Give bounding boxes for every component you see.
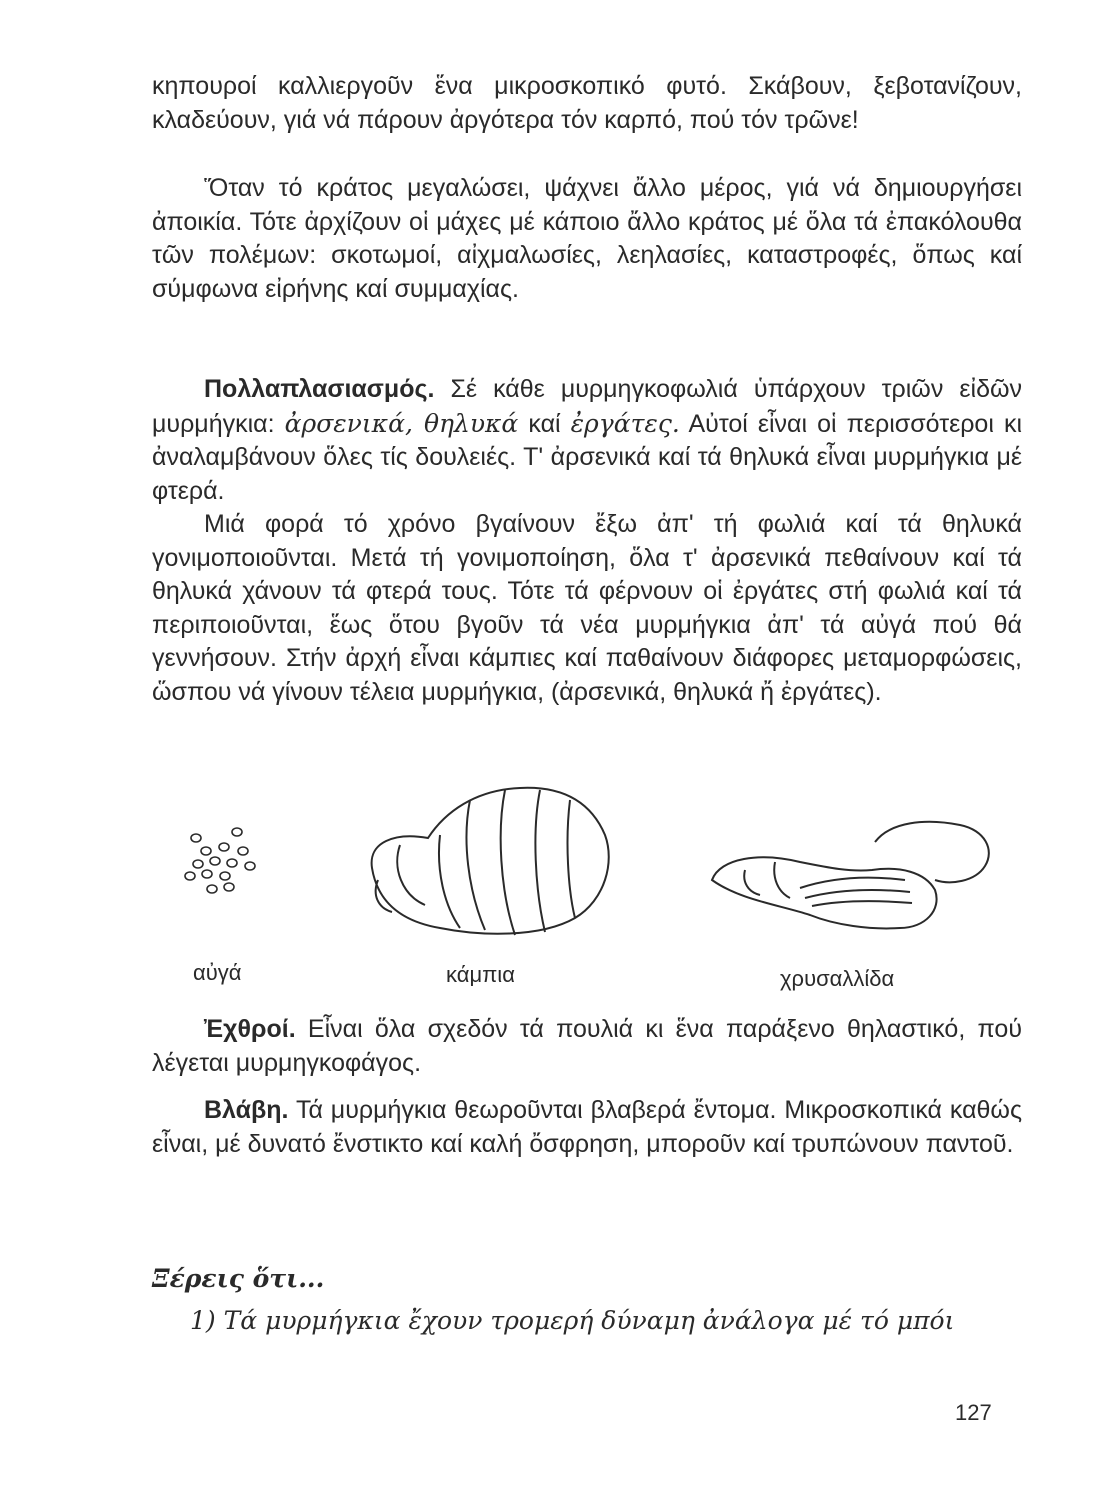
reproduction-italic-a: ἀρσενικά, θηλυκά (284, 408, 519, 438)
page-number: 127 (955, 1400, 992, 1425)
did-you-know-item-1: 1) Τά μυρμήγκια ἔχουν τρομερή δύναμη ἀνάλογα μέ τό μπόι (190, 1306, 955, 1335)
reproduction-text-b: καί (528, 409, 561, 438)
caption-pupa: χρυσαλλίδα (780, 966, 895, 991)
pupa-illustration (712, 822, 989, 929)
heading-enemies: Ἐχθροί. (204, 1015, 296, 1043)
paragraph-metamorphosis: Μιά φορά τό χρόνο βγαίνουν ἔξω ἀπ' τή φωλιά καί τά θηλυκά γονιμοποιοῦνται. Μετά τή γονιμοποίηση, ὅλα τ' ἀρσενικά πεθαίνουν καί τά θηλυκά χάνουν τά φτερά τους. Τότε τά φέρνουν οἱ ἐργάτες στή φωλιά καί τά περιποιοῦνται, ἕως ὅτου βγοῦν τά νέα μυρμήγκια ἀπ' τά αὐγά πού θά γεννήσουν. Στήν ἀρχή εἶναι κάμπιες καί παθαίνουν διάφορες μεταμορφώσεις, ὥσπου νά γίνουν τέλεια μυρμήγκια, (ἀρσενικά, θηλυκά ἤ ἐργάτες). (152, 510, 1022, 706)
heading-damage: Βλάβη. (204, 1096, 289, 1124)
enemies-text: Εἶναι ὅλα σχεδόν τά πουλιά κι ἕνα παράξενο θηλαστικό, πού λέγεται μυρμηγκοφάγος. (152, 1015, 1022, 1077)
paragraph-enemies (152, 1013, 1022, 1080)
larva-illustration (372, 788, 609, 935)
caption-eggs: αὐγά (193, 960, 242, 985)
paragraph-gardeners: κηπουροί καλλιεργοῦν ἕνα μικροσκοπικό φυτό. Σκάβουν, ξεβοτανίζουν, κλαδεύουν, γιά νά πάρουν ἀργότερα τόν καρπό, πού τόν τρῶνε! (152, 72, 1022, 134)
reproduction-text-a: Σέ κάθε μυρμηγκοφωλιά ὑπάρχουν τριῶν εἰδῶν μυρμήγκια: (152, 375, 1022, 438)
did-you-know-title: Ξέρεις ὅτι... (152, 1264, 325, 1293)
caption-larva: κάμπια (446, 962, 515, 987)
heading-reproduction: Πολλαπλασιασμός. (204, 375, 435, 403)
reproduction-text-c: Αὐτοί εἶναι οἱ περισσότεροι κι ἀναλαμβάνουν ὅλες τίς δουλειές. Τ' ἀρσενικά καί τά θηλυκά εἶναι μυρμήγκια μέ φτερά. (152, 409, 1022, 505)
paragraph-damage (152, 1094, 1022, 1161)
damage-text: Τά μυρμήγκια θεωροῦνται βλαβερά ἔντομα. Μικροσκοπικά καθώς εἶναι, μέ δυνατό ἔνστικτο καί καλή ὄσφρηση, μποροῦν καί τρυπώνουν παντοῦ. (152, 1096, 1022, 1158)
paragraph-colony: Ὅταν τό κράτος μεγαλώσει, ψάχνει ἄλλο μέρος, γιά νά δημιουργήσει ἀποικία. Τότε ἀρχίζουν οἱ μάχες μέ κάποιο ἄλλο κράτος μέ ὅλα τά ἐπακόλουθα τῶν πολέμων: σκοτωμοί, αἰχμαλωσίες, λεηλασίες, καταστροφές, ὅπως καί σύμφωνα εἰρήνης καί συμμαχίας. (152, 174, 1022, 303)
reproduction-italic-b: ἐργάτες. (570, 408, 680, 438)
eggs-illustration (185, 828, 255, 893)
